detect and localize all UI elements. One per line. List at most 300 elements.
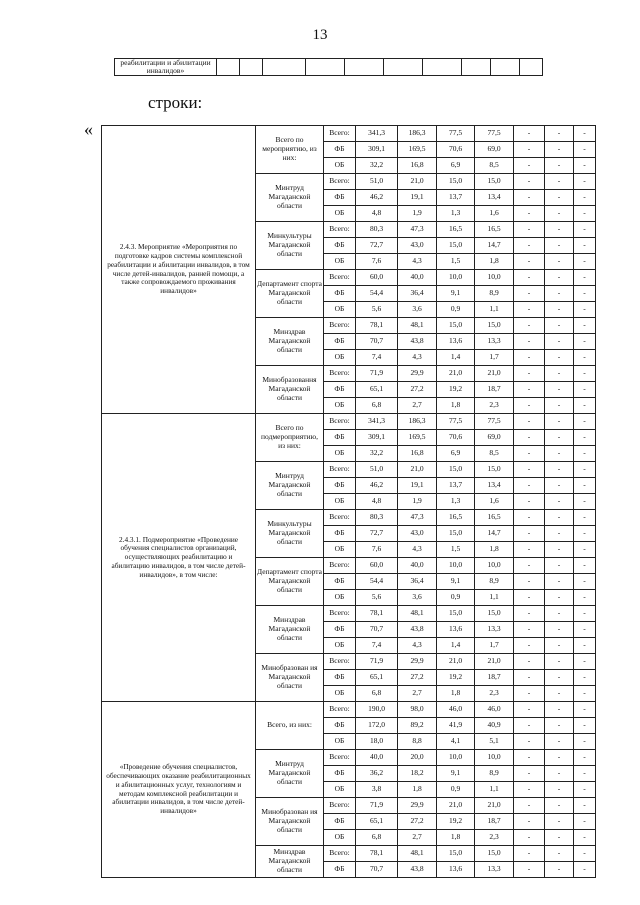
value-cell: 21,0 [398, 174, 437, 190]
value-cell: 10,0 [475, 558, 514, 574]
funding-source-cell: ОБ [324, 782, 356, 798]
value-cell: - [545, 750, 574, 766]
value-cell: - [514, 222, 545, 238]
empty-cell [384, 59, 423, 76]
value-cell: 1,8 [437, 830, 475, 846]
empty-cell [263, 59, 306, 76]
value-cell: 341,3 [356, 126, 398, 142]
value-cell: 8,9 [475, 286, 514, 302]
value-cell: 4,8 [356, 206, 398, 222]
value-cell: 2,3 [475, 686, 514, 702]
value-cell: 60,0 [356, 558, 398, 574]
value-cell: 13,7 [437, 478, 475, 494]
funding-source-cell: ФБ [324, 622, 356, 638]
value-cell: 8,9 [475, 574, 514, 590]
value-cell: - [574, 446, 596, 462]
value-cell: - [545, 286, 574, 302]
value-cell: 15,0 [475, 606, 514, 622]
value-cell: 6,8 [356, 398, 398, 414]
value-cell: - [514, 814, 545, 830]
value-cell: 18,7 [475, 814, 514, 830]
value-cell: - [514, 574, 545, 590]
value-cell: 15,0 [475, 318, 514, 334]
value-cell: 21,0 [437, 654, 475, 670]
value-cell: - [545, 606, 574, 622]
value-cell: - [545, 718, 574, 734]
value-cell: - [545, 222, 574, 238]
value-cell: - [574, 830, 596, 846]
value-cell: - [574, 766, 596, 782]
value-cell: 9,1 [437, 286, 475, 302]
value-cell: - [514, 494, 545, 510]
value-cell: - [545, 558, 574, 574]
value-cell: 2,7 [398, 830, 437, 846]
value-cell: 16,5 [475, 222, 514, 238]
value-cell: 1,1 [475, 590, 514, 606]
funding-source-cell: ФБ [324, 670, 356, 686]
value-cell: - [514, 542, 545, 558]
value-cell: 78,1 [356, 606, 398, 622]
funding-source-cell: ОБ [324, 158, 356, 174]
value-cell: - [545, 206, 574, 222]
value-cell: 19,2 [437, 814, 475, 830]
table-row [102, 702, 596, 718]
value-cell: 13,4 [475, 478, 514, 494]
value-cell: - [574, 494, 596, 510]
value-cell: 47,3 [398, 222, 437, 238]
value-cell: 18,0 [356, 734, 398, 750]
value-cell: - [514, 366, 545, 382]
value-cell: 7,6 [356, 254, 398, 270]
empty-cell [345, 59, 384, 76]
value-cell: - [574, 430, 596, 446]
previous-row [115, 59, 543, 76]
value-cell: 36,2 [356, 766, 398, 782]
value-cell: 2,3 [475, 830, 514, 846]
value-cell: - [574, 206, 596, 222]
group-name-cell: Всего, из них: [256, 702, 324, 750]
empty-cell [520, 59, 543, 76]
value-cell: 3,6 [398, 302, 437, 318]
value-cell: 72,7 [356, 526, 398, 542]
value-cell: 4,8 [356, 494, 398, 510]
funding-source-cell: Всего: [324, 366, 356, 382]
value-cell: 169,5 [398, 430, 437, 446]
value-cell: - [574, 270, 596, 286]
value-cell: 1,1 [475, 302, 514, 318]
value-cell: 19,1 [398, 190, 437, 206]
value-cell: - [514, 638, 545, 654]
value-cell: 1,9 [398, 206, 437, 222]
value-cell: - [574, 222, 596, 238]
value-cell: 80,3 [356, 510, 398, 526]
funding-source-cell: ФБ [324, 526, 356, 542]
value-cell: - [514, 606, 545, 622]
value-cell: 51,0 [356, 462, 398, 478]
value-cell: 77,5 [437, 126, 475, 142]
value-cell: 54,4 [356, 574, 398, 590]
value-cell: - [545, 798, 574, 814]
value-cell: 29,9 [398, 366, 437, 382]
funding-source-cell: ОБ [324, 686, 356, 702]
value-cell: 1,6 [475, 206, 514, 222]
value-cell: 0,9 [437, 302, 475, 318]
funding-source-cell: Всего: [324, 414, 356, 430]
value-cell: 20,0 [398, 750, 437, 766]
value-cell: 80,3 [356, 222, 398, 238]
value-cell: - [574, 510, 596, 526]
value-cell: 15,0 [475, 174, 514, 190]
funding-source-cell: Всего: [324, 558, 356, 574]
value-cell: - [545, 366, 574, 382]
section-heading: строки: [148, 93, 203, 112]
value-cell: 18,7 [475, 670, 514, 686]
previous-row-label: реабилитации и абилитации инвалидов» [115, 59, 217, 76]
value-cell: 186,3 [398, 414, 437, 430]
value-cell: 47,3 [398, 510, 437, 526]
value-cell: 4,3 [398, 254, 437, 270]
value-cell: 6,9 [437, 446, 475, 462]
value-cell: 4,3 [398, 350, 437, 366]
group-name-cell: Минкультуры Магаданской области [256, 222, 324, 270]
value-cell: - [545, 270, 574, 286]
value-cell: 15,0 [437, 462, 475, 478]
value-cell: 2,7 [398, 398, 437, 414]
value-cell: 3,8 [356, 782, 398, 798]
value-cell: 15,0 [475, 462, 514, 478]
funding-source-cell: Всего: [324, 318, 356, 334]
value-cell: - [574, 286, 596, 302]
value-cell: 1,5 [437, 542, 475, 558]
value-cell: 78,1 [356, 318, 398, 334]
value-cell: - [514, 398, 545, 414]
value-cell: 21,0 [475, 654, 514, 670]
funding-source-cell: ОБ [324, 350, 356, 366]
value-cell: 70,6 [437, 430, 475, 446]
value-cell: - [545, 702, 574, 718]
value-cell: - [545, 142, 574, 158]
value-cell: - [574, 398, 596, 414]
value-cell: - [574, 254, 596, 270]
value-cell: 32,2 [356, 158, 398, 174]
value-cell: 13,3 [475, 862, 514, 878]
funding-source-cell: Всего: [324, 270, 356, 286]
value-cell: 309,1 [356, 430, 398, 446]
funding-source-cell: ОБ [324, 830, 356, 846]
value-cell: 71,9 [356, 654, 398, 670]
funding-source-cell: ФБ [324, 766, 356, 782]
value-cell: 13,6 [437, 334, 475, 350]
value-cell: - [545, 782, 574, 798]
value-cell: 1,8 [475, 542, 514, 558]
opening-quote: « [84, 119, 93, 139]
value-cell: 40,0 [398, 270, 437, 286]
group-name-cell: Департамент спорта Магаданской области [256, 558, 324, 606]
value-cell: - [514, 254, 545, 270]
section-title-cell: 2.4.3.1. Подмероприятие «Проведение обучения специалистов организаций, осуществляющих реабилитацию и абилитацию инвалидов, в том числе детей-инвалидов», в том числе: [102, 414, 256, 702]
funding-source-cell: ОБ [324, 398, 356, 414]
value-cell: 77,5 [475, 126, 514, 142]
value-cell: - [574, 174, 596, 190]
value-cell: 1,4 [437, 638, 475, 654]
value-cell: 43,0 [398, 238, 437, 254]
value-cell: - [514, 510, 545, 526]
funding-source-cell: ОБ [324, 590, 356, 606]
funding-source-cell: Всего: [324, 702, 356, 718]
funding-source-cell: ФБ [324, 574, 356, 590]
funding-source-cell: ФБ [324, 814, 356, 830]
value-cell: - [514, 670, 545, 686]
value-cell: 29,9 [398, 798, 437, 814]
value-cell: 70,6 [437, 142, 475, 158]
value-cell: - [545, 526, 574, 542]
value-cell: - [574, 798, 596, 814]
value-cell: 3,6 [398, 590, 437, 606]
value-cell: 72,7 [356, 238, 398, 254]
value-cell: 8,9 [475, 766, 514, 782]
value-cell: 5,6 [356, 590, 398, 606]
value-cell: 1,4 [437, 350, 475, 366]
value-cell: 18,7 [475, 382, 514, 398]
value-cell: 309,1 [356, 142, 398, 158]
value-cell: 15,0 [437, 174, 475, 190]
value-cell: 15,0 [437, 526, 475, 542]
funding-source-cell: ФБ [324, 862, 356, 878]
value-cell: 172,0 [356, 718, 398, 734]
value-cell: - [514, 142, 545, 158]
value-cell: - [574, 142, 596, 158]
value-cell: 21,0 [475, 798, 514, 814]
group-name-cell: Всего по подмероприятию, из них: [256, 414, 324, 462]
value-cell: 0,9 [437, 782, 475, 798]
funding-source-cell: ОБ [324, 206, 356, 222]
value-cell: - [574, 350, 596, 366]
funding-source-cell: Всего: [324, 846, 356, 862]
funding-source-cell: ФБ [324, 382, 356, 398]
value-cell: 19,2 [437, 382, 475, 398]
value-cell: - [574, 334, 596, 350]
funding-source-cell: ОБ [324, 638, 356, 654]
value-cell: - [545, 398, 574, 414]
funding-source-cell: ФБ [324, 190, 356, 206]
value-cell: 71,9 [356, 798, 398, 814]
value-cell: - [545, 190, 574, 206]
value-cell: - [574, 622, 596, 638]
value-cell: - [514, 622, 545, 638]
value-cell: 48,1 [398, 846, 437, 862]
value-cell: - [574, 382, 596, 398]
value-cell: 4,1 [437, 734, 475, 750]
value-cell: - [545, 430, 574, 446]
group-name-cell: Минобразован ия Магаданской области [256, 798, 324, 846]
value-cell: 5,6 [356, 302, 398, 318]
value-cell: - [514, 702, 545, 718]
value-cell: 77,5 [475, 414, 514, 430]
value-cell: - [545, 446, 574, 462]
value-cell: - [545, 382, 574, 398]
value-cell: - [545, 846, 574, 862]
value-cell: 46,2 [356, 190, 398, 206]
value-cell: - [574, 686, 596, 702]
value-cell: - [514, 382, 545, 398]
value-cell: 8,8 [398, 734, 437, 750]
value-cell: 186,3 [398, 126, 437, 142]
value-cell: 16,5 [437, 510, 475, 526]
value-cell: - [574, 606, 596, 622]
value-cell: 65,1 [356, 670, 398, 686]
funding-source-cell: ФБ [324, 718, 356, 734]
value-cell: - [545, 574, 574, 590]
value-cell: 43,8 [398, 862, 437, 878]
value-cell: 21,0 [398, 462, 437, 478]
value-cell: - [514, 206, 545, 222]
value-cell: - [574, 750, 596, 766]
funding-source-cell: Всего: [324, 222, 356, 238]
funding-source-cell: ОБ [324, 494, 356, 510]
funding-source-cell: Всего: [324, 126, 356, 142]
value-cell: - [545, 814, 574, 830]
value-cell: 40,0 [398, 558, 437, 574]
value-cell: 8,5 [475, 446, 514, 462]
value-cell: - [545, 158, 574, 174]
funding-source-cell: Всего: [324, 510, 356, 526]
value-cell: 341,3 [356, 414, 398, 430]
value-cell: - [514, 286, 545, 302]
value-cell: 65,1 [356, 814, 398, 830]
value-cell: 19,2 [437, 670, 475, 686]
value-cell: 6,8 [356, 830, 398, 846]
funding-source-cell: Всего: [324, 798, 356, 814]
value-cell: 60,0 [356, 270, 398, 286]
value-cell: - [574, 302, 596, 318]
group-name-cell: Департамент спорта Магаданской области [256, 270, 324, 318]
value-cell: 8,5 [475, 158, 514, 174]
value-cell: 21,0 [437, 798, 475, 814]
funding-source-cell: ФБ [324, 238, 356, 254]
value-cell: 51,0 [356, 174, 398, 190]
funding-source-cell: Всего: [324, 606, 356, 622]
value-cell: - [545, 462, 574, 478]
value-cell: 29,9 [398, 654, 437, 670]
value-cell: 14,7 [475, 526, 514, 542]
value-cell: - [545, 766, 574, 782]
value-cell: 6,9 [437, 158, 475, 174]
value-cell: 1,8 [398, 782, 437, 798]
value-cell: 70,7 [356, 862, 398, 878]
value-cell: - [574, 542, 596, 558]
value-cell: 71,9 [356, 366, 398, 382]
value-cell: - [545, 622, 574, 638]
funding-source-cell: ФБ [324, 430, 356, 446]
value-cell: 36,4 [398, 286, 437, 302]
empty-cell [423, 59, 462, 76]
value-cell: 19,1 [398, 478, 437, 494]
value-cell: - [514, 190, 545, 206]
value-cell: 10,0 [437, 558, 475, 574]
value-cell: - [574, 846, 596, 862]
value-cell: - [514, 462, 545, 478]
funding-source-cell: ОБ [324, 254, 356, 270]
value-cell: 21,0 [437, 366, 475, 382]
value-cell: 27,2 [398, 814, 437, 830]
group-name-cell: Минздрав Магаданской области [256, 606, 324, 654]
value-cell: 16,5 [475, 510, 514, 526]
group-name-cell: Минобразован ия Магаданской области [256, 654, 324, 702]
empty-cell [491, 59, 520, 76]
value-cell: 65,1 [356, 382, 398, 398]
value-cell: 16,8 [398, 446, 437, 462]
value-cell: - [574, 638, 596, 654]
value-cell: 10,0 [437, 750, 475, 766]
value-cell: 13,4 [475, 190, 514, 206]
group-name-cell: Минздрав Магаданской области [256, 846, 324, 878]
value-cell: - [574, 814, 596, 830]
value-cell: 46,2 [356, 478, 398, 494]
value-cell: - [574, 318, 596, 334]
value-cell: - [574, 190, 596, 206]
value-cell: 32,2 [356, 446, 398, 462]
value-cell: - [514, 174, 545, 190]
value-cell: - [514, 798, 545, 814]
value-cell: - [574, 734, 596, 750]
value-cell: - [574, 574, 596, 590]
page-number: 13 [312, 27, 328, 43]
value-cell: - [514, 590, 545, 606]
value-cell: 70,7 [356, 334, 398, 350]
value-cell: - [574, 670, 596, 686]
group-name-cell: Минздрав Магаданской области [256, 318, 324, 366]
funding-source-cell: ФБ [324, 334, 356, 350]
value-cell: 7,4 [356, 638, 398, 654]
value-cell: 16,5 [437, 222, 475, 238]
value-cell: 190,0 [356, 702, 398, 718]
value-cell: 1,8 [437, 686, 475, 702]
value-cell: - [514, 430, 545, 446]
value-cell: - [514, 334, 545, 350]
value-cell: - [514, 126, 545, 142]
group-name-cell: Минтруд Магаданской области [256, 174, 324, 222]
value-cell: - [545, 254, 574, 270]
value-cell: - [545, 590, 574, 606]
value-cell: 40,9 [475, 718, 514, 734]
value-cell: 0,9 [437, 590, 475, 606]
section-title-cell: 2.4.3. Мероприятие «Мероприятия по подготовке кадров системы комплексной реабилитации и абилитации инвалидов, в том числе детей-инвалидов, ранней помощи, а также сопровождаемого проживания инвалидов» [102, 126, 256, 414]
value-cell: - [574, 702, 596, 718]
value-cell: - [545, 238, 574, 254]
value-cell: - [545, 654, 574, 670]
value-cell: - [514, 558, 545, 574]
value-cell: - [545, 638, 574, 654]
value-cell: 1,8 [437, 398, 475, 414]
empty-cell [306, 59, 345, 76]
value-cell: - [545, 734, 574, 750]
empty-cell [462, 59, 491, 76]
value-cell: - [574, 414, 596, 430]
value-cell: - [514, 350, 545, 366]
value-cell: - [514, 830, 545, 846]
value-cell: 69,0 [475, 430, 514, 446]
value-cell: 15,0 [437, 238, 475, 254]
group-name-cell: Минобразовання Магаданской области [256, 366, 324, 414]
group-name-cell: Минтруд Магаданской области [256, 462, 324, 510]
value-cell: 54,4 [356, 286, 398, 302]
value-cell: - [574, 558, 596, 574]
funding-source-cell: ОБ [324, 734, 356, 750]
value-cell: 36,4 [398, 574, 437, 590]
value-cell: - [514, 734, 545, 750]
value-cell: - [545, 670, 574, 686]
value-cell: 89,2 [398, 718, 437, 734]
